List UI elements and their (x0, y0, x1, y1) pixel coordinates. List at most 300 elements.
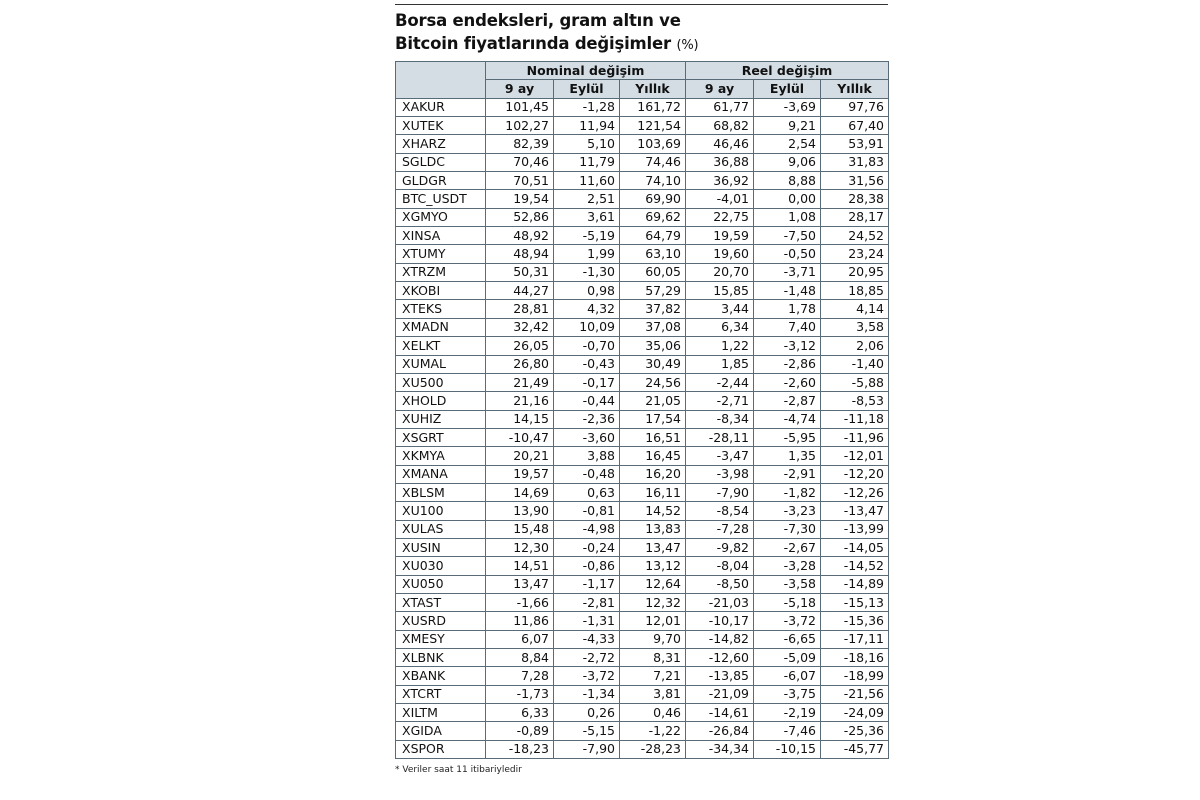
value-cell: 48,92 (486, 227, 554, 245)
index-name-cell: XUMAL (396, 355, 486, 373)
value-cell: -1,17 (554, 575, 620, 593)
index-name-cell: XTCRT (396, 685, 486, 703)
value-cell: 3,44 (686, 300, 754, 318)
value-cell: -6,65 (754, 630, 821, 648)
value-cell: 6,34 (686, 318, 754, 336)
value-cell: 22,75 (686, 208, 754, 226)
table-row (396, 722, 889, 740)
value-cell: -26,84 (686, 722, 754, 740)
value-cell: 9,21 (754, 117, 821, 135)
title-line-2 (395, 32, 888, 57)
value-cell: 11,94 (554, 117, 620, 135)
value-cell: -3,12 (754, 337, 821, 355)
value-cell: 70,46 (486, 153, 554, 171)
value-cell: 16,20 (620, 465, 686, 483)
value-cell: 13,12 (620, 557, 686, 575)
table-row (396, 575, 889, 593)
value-cell: 64,79 (620, 227, 686, 245)
value-cell: -3,58 (754, 575, 821, 593)
index-name-cell: XTRZM (396, 263, 486, 281)
value-cell: 30,49 (620, 355, 686, 373)
table-row (396, 263, 889, 281)
value-cell: 14,52 (620, 502, 686, 520)
index-name-cell: XU500 (396, 373, 486, 391)
value-cell: -3,71 (754, 263, 821, 281)
value-cell: 53,91 (821, 135, 889, 153)
value-cell: 31,56 (821, 172, 889, 190)
footnote: * Veriler saat 11 itibariyledir (395, 765, 522, 776)
real-group-header: Reel değişim (686, 62, 889, 80)
value-cell: 28,81 (486, 300, 554, 318)
value-cell: -0,50 (754, 245, 821, 263)
table-row (396, 355, 889, 373)
value-cell: 10,09 (554, 318, 620, 336)
value-cell: 2,51 (554, 190, 620, 208)
value-cell: -14,89 (821, 575, 889, 593)
index-name-cell: XGMYO (396, 208, 486, 226)
table-body (396, 98, 889, 758)
value-cell: 2,06 (821, 337, 889, 355)
value-cell: 20,95 (821, 263, 889, 281)
table-row (396, 630, 889, 648)
value-cell: 15,48 (486, 520, 554, 538)
index-name-cell: XELKT (396, 337, 486, 355)
value-cell: -3,47 (686, 447, 754, 465)
index-name-cell: XBANK (396, 667, 486, 685)
value-cell: 44,27 (486, 282, 554, 300)
value-cell: -5,09 (754, 649, 821, 667)
index-name-cell: XTAST (396, 593, 486, 611)
value-cell: 19,59 (686, 227, 754, 245)
value-cell: 103,69 (620, 135, 686, 153)
value-cell: 61,77 (686, 98, 754, 116)
table-row (396, 593, 889, 611)
table-header (396, 62, 889, 99)
index-name-cell: XAKUR (396, 98, 486, 116)
value-cell: -2,60 (754, 373, 821, 391)
value-cell: 20,70 (686, 263, 754, 281)
table-row (396, 98, 889, 116)
value-cell: -24,09 (821, 704, 889, 722)
index-name-cell: XMADN (396, 318, 486, 336)
title-line-2-text: Bitcoin fiyatlarında değişimler (395, 34, 671, 53)
value-cell: -14,05 (821, 538, 889, 556)
value-cell: 11,86 (486, 612, 554, 630)
index-name-cell: XUHIZ (396, 410, 486, 428)
value-cell: 24,56 (620, 373, 686, 391)
value-cell: 0,46 (620, 704, 686, 722)
table-row (396, 245, 889, 263)
value-cell: 3,88 (554, 447, 620, 465)
value-cell: 63,10 (620, 245, 686, 263)
table-row (396, 300, 889, 318)
index-name-cell: XSPOR (396, 740, 486, 758)
group-header-row (396, 62, 889, 80)
value-cell: 16,51 (620, 428, 686, 446)
value-cell: -5,15 (554, 722, 620, 740)
value-cell: -3,23 (754, 502, 821, 520)
value-cell: 7,40 (754, 318, 821, 336)
value-cell: 15,85 (686, 282, 754, 300)
figure-container (395, 4, 888, 775)
table-row (396, 373, 889, 391)
index-name-cell: XBLSM (396, 483, 486, 501)
value-cell: -7,90 (686, 483, 754, 501)
value-cell: -17,11 (821, 630, 889, 648)
value-cell: 11,60 (554, 172, 620, 190)
index-change-table (395, 61, 889, 759)
value-cell: 0,26 (554, 704, 620, 722)
value-cell: -7,30 (754, 520, 821, 538)
value-cell: 23,24 (821, 245, 889, 263)
value-cell: 19,60 (686, 245, 754, 263)
index-name-cell: XILTM (396, 704, 486, 722)
value-cell: -12,26 (821, 483, 889, 501)
value-cell: 9,06 (754, 153, 821, 171)
value-cell: -10,47 (486, 428, 554, 446)
value-cell: -13,85 (686, 667, 754, 685)
value-cell: 3,81 (620, 685, 686, 703)
value-cell: 0,63 (554, 483, 620, 501)
table-row (396, 704, 889, 722)
value-cell: 12,01 (620, 612, 686, 630)
value-cell: -3,28 (754, 557, 821, 575)
value-cell: -21,56 (821, 685, 889, 703)
value-cell: -12,01 (821, 447, 889, 465)
value-cell: 74,46 (620, 153, 686, 171)
value-cell: -45,77 (821, 740, 889, 758)
value-cell: 28,38 (821, 190, 889, 208)
value-cell: -12,20 (821, 465, 889, 483)
value-cell: -1,40 (821, 355, 889, 373)
index-name-cell: XMESY (396, 630, 486, 648)
value-cell: -0,86 (554, 557, 620, 575)
value-cell: 21,49 (486, 373, 554, 391)
value-cell: 31,83 (821, 153, 889, 171)
value-cell: 26,05 (486, 337, 554, 355)
table-row (396, 392, 889, 410)
index-name-cell: XTUMY (396, 245, 486, 263)
value-cell: -1,73 (486, 685, 554, 703)
value-cell: -3,75 (754, 685, 821, 703)
value-cell: -4,98 (554, 520, 620, 538)
value-cell: -0,89 (486, 722, 554, 740)
value-cell: -4,74 (754, 410, 821, 428)
value-cell: 46,46 (686, 135, 754, 153)
value-cell: 69,62 (620, 208, 686, 226)
index-name-cell: XUSIN (396, 538, 486, 556)
value-cell: 18,85 (821, 282, 889, 300)
col-header-nominal-eylul: Eylül (554, 80, 620, 98)
figure-title (395, 9, 888, 57)
value-cell: -7,50 (754, 227, 821, 245)
index-name-cell: XSGRT (396, 428, 486, 446)
value-cell: -3,72 (754, 612, 821, 630)
value-cell: -1,31 (554, 612, 620, 630)
table-row (396, 153, 889, 171)
value-cell: -15,36 (821, 612, 889, 630)
index-name-cell: XMANA (396, 465, 486, 483)
value-cell: 101,45 (486, 98, 554, 116)
table-row (396, 208, 889, 226)
value-cell: 69,90 (620, 190, 686, 208)
value-cell: 8,84 (486, 649, 554, 667)
value-cell: 48,94 (486, 245, 554, 263)
value-cell: 6,33 (486, 704, 554, 722)
value-cell: 37,08 (620, 318, 686, 336)
value-cell: 21,16 (486, 392, 554, 410)
value-cell: -10,15 (754, 740, 821, 758)
value-cell: -8,53 (821, 392, 889, 410)
table-row (396, 612, 889, 630)
value-cell: -2,72 (554, 649, 620, 667)
value-cell: -2,71 (686, 392, 754, 410)
value-cell: 1,08 (754, 208, 821, 226)
table-row (396, 520, 889, 538)
value-cell: -18,23 (486, 740, 554, 758)
value-cell: -0,81 (554, 502, 620, 520)
table-row (396, 318, 889, 336)
index-name-cell: XULAS (396, 520, 486, 538)
value-cell: 67,40 (821, 117, 889, 135)
table-row (396, 135, 889, 153)
value-cell: -1,22 (620, 722, 686, 740)
table-row (396, 649, 889, 667)
col-header-nominal-9-ay: 9 ay (486, 80, 554, 98)
value-cell: 1,85 (686, 355, 754, 373)
value-cell: 161,72 (620, 98, 686, 116)
col-header-nominal-yillik: Yıllık (620, 80, 686, 98)
value-cell: 0,98 (554, 282, 620, 300)
value-cell: -8,34 (686, 410, 754, 428)
index-name-cell: XU100 (396, 502, 486, 520)
table-row (396, 410, 889, 428)
value-cell: 1,35 (754, 447, 821, 465)
value-cell: 35,06 (620, 337, 686, 355)
value-cell: 14,51 (486, 557, 554, 575)
table-row (396, 502, 889, 520)
index-name-cell: XUTEK (396, 117, 486, 135)
value-cell: 37,82 (620, 300, 686, 318)
table-row (396, 447, 889, 465)
value-cell: 17,54 (620, 410, 686, 428)
value-cell: -1,48 (754, 282, 821, 300)
value-cell: -18,16 (821, 649, 889, 667)
value-cell: 4,32 (554, 300, 620, 318)
value-cell: 50,31 (486, 263, 554, 281)
value-cell: -13,47 (821, 502, 889, 520)
index-name-cell: XINSA (396, 227, 486, 245)
value-cell: -3,60 (554, 428, 620, 446)
table-row (396, 465, 889, 483)
value-cell: -0,48 (554, 465, 620, 483)
value-cell: -2,91 (754, 465, 821, 483)
value-cell: 14,69 (486, 483, 554, 501)
value-cell: -8,54 (686, 502, 754, 520)
value-cell: -3,98 (686, 465, 754, 483)
value-cell: 14,15 (486, 410, 554, 428)
value-cell: 6,07 (486, 630, 554, 648)
table-row (396, 190, 889, 208)
value-cell: 11,79 (554, 153, 620, 171)
value-cell: 13,83 (620, 520, 686, 538)
index-name-cell: XTEKS (396, 300, 486, 318)
value-cell: 68,82 (686, 117, 754, 135)
value-cell: 3,61 (554, 208, 620, 226)
value-cell: 20,21 (486, 447, 554, 465)
table-row (396, 282, 889, 300)
value-cell: 70,51 (486, 172, 554, 190)
value-cell: 7,28 (486, 667, 554, 685)
value-cell: 5,10 (554, 135, 620, 153)
index-name-cell: XHARZ (396, 135, 486, 153)
value-cell: -3,72 (554, 667, 620, 685)
value-cell: 1,99 (554, 245, 620, 263)
title-unit: (%) (676, 38, 699, 53)
value-cell: 2,54 (754, 135, 821, 153)
value-cell: -0,43 (554, 355, 620, 373)
value-cell: -2,86 (754, 355, 821, 373)
value-cell: 8,88 (754, 172, 821, 190)
value-cell: -21,09 (686, 685, 754, 703)
index-name-cell: XU050 (396, 575, 486, 593)
value-cell: 28,17 (821, 208, 889, 226)
value-cell: -4,33 (554, 630, 620, 648)
value-cell: 36,88 (686, 153, 754, 171)
value-cell: 1,78 (754, 300, 821, 318)
value-cell: -2,87 (754, 392, 821, 410)
index-name-cell: GLDGR (396, 172, 486, 190)
table-row (396, 538, 889, 556)
value-cell: 121,54 (620, 117, 686, 135)
value-cell: -7,46 (754, 722, 821, 740)
value-cell: -28,11 (686, 428, 754, 446)
value-cell: -21,03 (686, 593, 754, 611)
value-cell: 97,76 (821, 98, 889, 116)
table-row (396, 740, 889, 758)
value-cell: 26,80 (486, 355, 554, 373)
value-cell: -25,36 (821, 722, 889, 740)
value-cell: 4,14 (821, 300, 889, 318)
value-cell: -10,17 (686, 612, 754, 630)
value-cell: 3,58 (821, 318, 889, 336)
value-cell: 16,11 (620, 483, 686, 501)
value-cell: 19,54 (486, 190, 554, 208)
value-cell: 52,86 (486, 208, 554, 226)
index-name-cell: BTC_USDT (396, 190, 486, 208)
value-cell: 12,32 (620, 593, 686, 611)
col-header-real-9-ay: 9 ay (686, 80, 754, 98)
title-line-1: Borsa endeksleri, gram altın ve (395, 11, 681, 30)
value-cell: 12,64 (620, 575, 686, 593)
index-name-cell: XU030 (396, 557, 486, 575)
value-cell: -8,50 (686, 575, 754, 593)
value-cell: 60,05 (620, 263, 686, 281)
value-cell: -3,69 (754, 98, 821, 116)
index-name-cell: XKMYA (396, 447, 486, 465)
value-cell: -5,88 (821, 373, 889, 391)
value-cell: -11,18 (821, 410, 889, 428)
table-row (396, 428, 889, 446)
value-cell: -28,23 (620, 740, 686, 758)
value-cell: -34,34 (686, 740, 754, 758)
value-cell: -0,24 (554, 538, 620, 556)
value-cell: 21,05 (620, 392, 686, 410)
value-cell: -14,52 (821, 557, 889, 575)
value-cell: -13,99 (821, 520, 889, 538)
value-cell: 16,45 (620, 447, 686, 465)
value-cell: -14,61 (686, 704, 754, 722)
value-cell: -5,18 (754, 593, 821, 611)
table-row (396, 172, 889, 190)
col-header-real-eylul: Eylül (754, 80, 821, 98)
value-cell: -2,36 (554, 410, 620, 428)
value-cell: -1,28 (554, 98, 620, 116)
value-cell: 13,90 (486, 502, 554, 520)
value-cell: -2,81 (554, 593, 620, 611)
value-cell: -0,17 (554, 373, 620, 391)
nominal-group-header: Nominal değişim (486, 62, 686, 80)
value-cell: -1,66 (486, 593, 554, 611)
value-cell: -7,90 (554, 740, 620, 758)
value-cell: 57,29 (620, 282, 686, 300)
value-cell: 32,42 (486, 318, 554, 336)
value-cell: -2,19 (754, 704, 821, 722)
col-header-real-yillik: Yıllık (821, 80, 889, 98)
table-row (396, 483, 889, 501)
top-rule (395, 4, 888, 5)
value-cell: 74,10 (620, 172, 686, 190)
value-cell: 1,22 (686, 337, 754, 355)
value-cell: -8,04 (686, 557, 754, 575)
value-cell: -5,95 (754, 428, 821, 446)
table-row (396, 667, 889, 685)
value-cell: 19,57 (486, 465, 554, 483)
index-name-cell: XLBNK (396, 649, 486, 667)
table-row (396, 117, 889, 135)
value-cell: 9,70 (620, 630, 686, 648)
index-name-cell: SGLDC (396, 153, 486, 171)
value-cell: -15,13 (821, 593, 889, 611)
value-cell: -12,60 (686, 649, 754, 667)
value-cell: 13,47 (486, 575, 554, 593)
value-cell: 7,21 (620, 667, 686, 685)
value-cell: -14,82 (686, 630, 754, 648)
value-cell: 0,00 (754, 190, 821, 208)
value-cell: 102,27 (486, 117, 554, 135)
value-cell: 36,92 (686, 172, 754, 190)
index-name-cell: XGIDA (396, 722, 486, 740)
value-cell: -11,96 (821, 428, 889, 446)
table-row (396, 337, 889, 355)
header-corner-cell (396, 62, 486, 99)
value-cell: -6,07 (754, 667, 821, 685)
value-cell: 82,39 (486, 135, 554, 153)
table-row (396, 227, 889, 245)
value-cell: -2,67 (754, 538, 821, 556)
index-name-cell: XKOBI (396, 282, 486, 300)
value-cell: -4,01 (686, 190, 754, 208)
value-cell: -7,28 (686, 520, 754, 538)
value-cell: -0,44 (554, 392, 620, 410)
index-name-cell: XHOLD (396, 392, 486, 410)
index-name-cell: XUSRD (396, 612, 486, 630)
value-cell: -2,44 (686, 373, 754, 391)
table-row (396, 557, 889, 575)
value-cell: 8,31 (620, 649, 686, 667)
value-cell: -0,70 (554, 337, 620, 355)
value-cell: -18,99 (821, 667, 889, 685)
